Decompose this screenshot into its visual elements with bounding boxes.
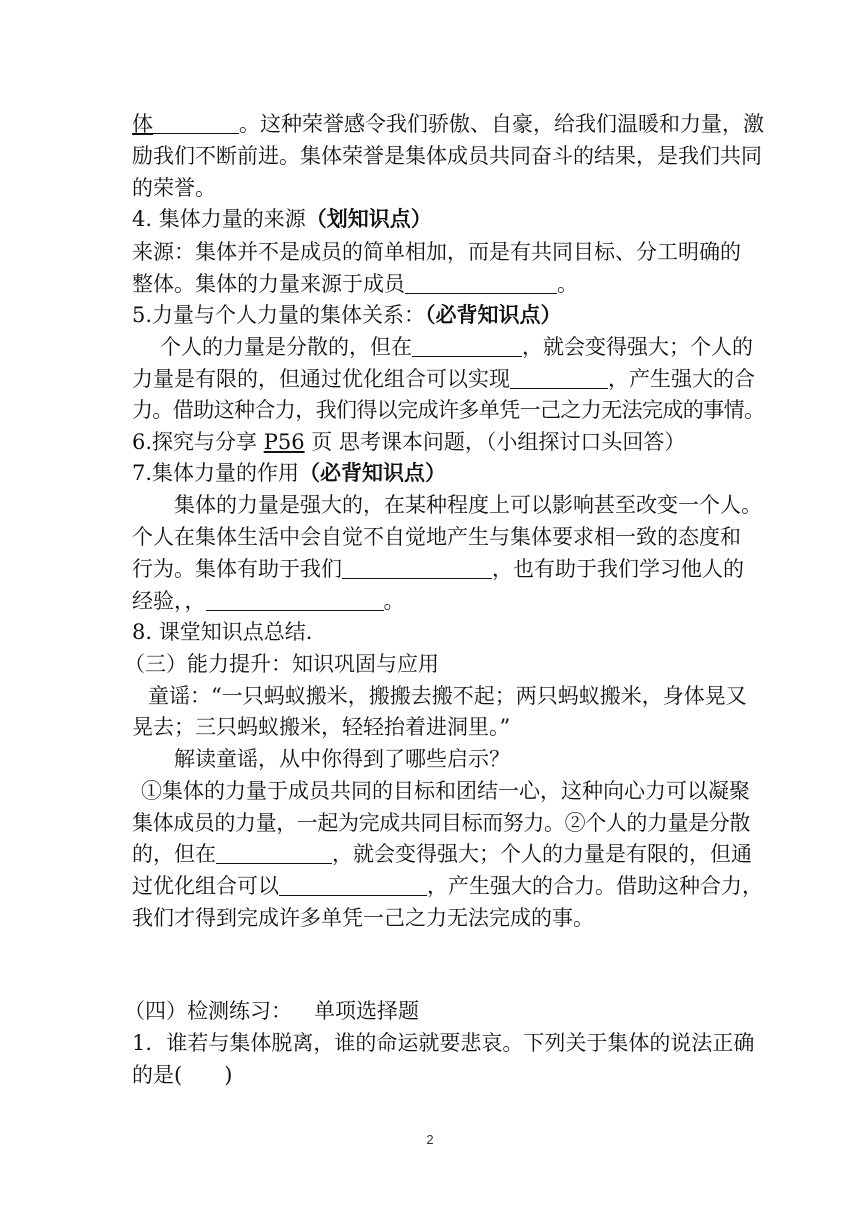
fill-blank (206, 588, 384, 611)
text-line: 个人在集体生活中会自觉不自觉地产生与集体要求相一致的态度和 (132, 525, 741, 549)
page-number: 2 (426, 1132, 434, 1147)
text-line: 经验，， 。 (132, 589, 405, 613)
text-line: 的，但在 ，就会变得强大；个人的力量是有限的，但通 (132, 842, 752, 866)
section-heading-7: 7.集体力量的作用（必背知识点） (132, 460, 447, 485)
text-line: 解读童谣，从中你得到了哪些启示？ (174, 747, 510, 771)
fill-blank (510, 366, 608, 389)
section-heading-4-exercise: （四）检测练习： 单项选择题 (124, 999, 419, 1023)
question-1: 1．谁若与集体脱离，谁的命运就要悲哀。下列关于集体的说法正确 (132, 1031, 755, 1055)
fill-blank (153, 111, 239, 134)
text-line: ①集体的力量于成员共同的目标和团结一心，这种向心力可以凝聚 (141, 779, 750, 803)
text-line: 集体的力量是强大的，在某种程度上可以影响甚至改变一个人。 (174, 493, 762, 517)
knowledge-tag: （划知识点） (305, 206, 432, 231)
text-line: 整体。集体的力量来源于成员 。 (132, 272, 578, 296)
section-heading-8: 8. 课堂知识点总结. (132, 620, 313, 644)
knowledge-tag: （必背知识点） (425, 302, 562, 327)
page-reference: P56 (263, 430, 305, 454)
fill-blank (412, 334, 522, 357)
text-line: 励我们不断前进。集体荣誉是集体成员共同奋斗的结果，是我们共同 (132, 144, 762, 168)
text-line: 过优化组合可以 ，产生强大的合力。借助这种合力， (132, 874, 763, 898)
question-1-continuation: 的是( ) (132, 1063, 233, 1087)
fill-blank (342, 556, 492, 579)
text-line: 集体成员的力量，一起为完成共同目标而努力。②个人的力量是分散 (132, 811, 750, 835)
section-heading-5: 5.力量与个人力量的集体关系：（必背知识点） (132, 302, 562, 327)
section-heading-3: （三）能力提升：知识巩固与应用 (124, 652, 439, 676)
text-line: 童谣：“一只蚂蚁搬米，搬搬去搬不起；两只蚂蚁搬米，身体晃又 (148, 684, 747, 708)
knowledge-tag: （必背知识点） (299, 460, 447, 485)
text-line: 个人的力量是分散的，但在 ，就会变得强大；个人的 (160, 335, 753, 359)
text-line: 行为。集体有助于我们 ，也有助于我们学习他人的 (132, 557, 744, 581)
text-line: 力量是有限的，但通过优化组合可以实现 ，产生强大的合 (132, 367, 755, 391)
section-heading-4: 4. 集体力量的来源（划知识点） (132, 206, 432, 231)
fill-blank (405, 271, 557, 294)
text-line: 来源：集体并不是成员的简单相加，而是有共同目标、分工明确的 (132, 240, 741, 264)
fill-blank (216, 841, 332, 864)
text-line: 体 。这种荣誉感令我们骄傲、自豪，给我们温暖和力量，激 (132, 112, 764, 136)
text-line: 晃去；三只蚂蚁搬米，轻轻抬着进洞里。” (132, 715, 511, 739)
section-heading-6: 6.探究与分享 P56 页 思考课本问题，（小组探讨口头回答） (132, 430, 686, 454)
text-line: 的荣誉。 (132, 176, 216, 200)
fill-blank (279, 873, 427, 896)
text-line: 我们才得到完成许多单凭一己之力无法完成的事。 (132, 906, 594, 930)
text-line: 力。借助这种合力，我们得以完成许多单凭一己之力无法完成的事情。 (132, 398, 765, 422)
